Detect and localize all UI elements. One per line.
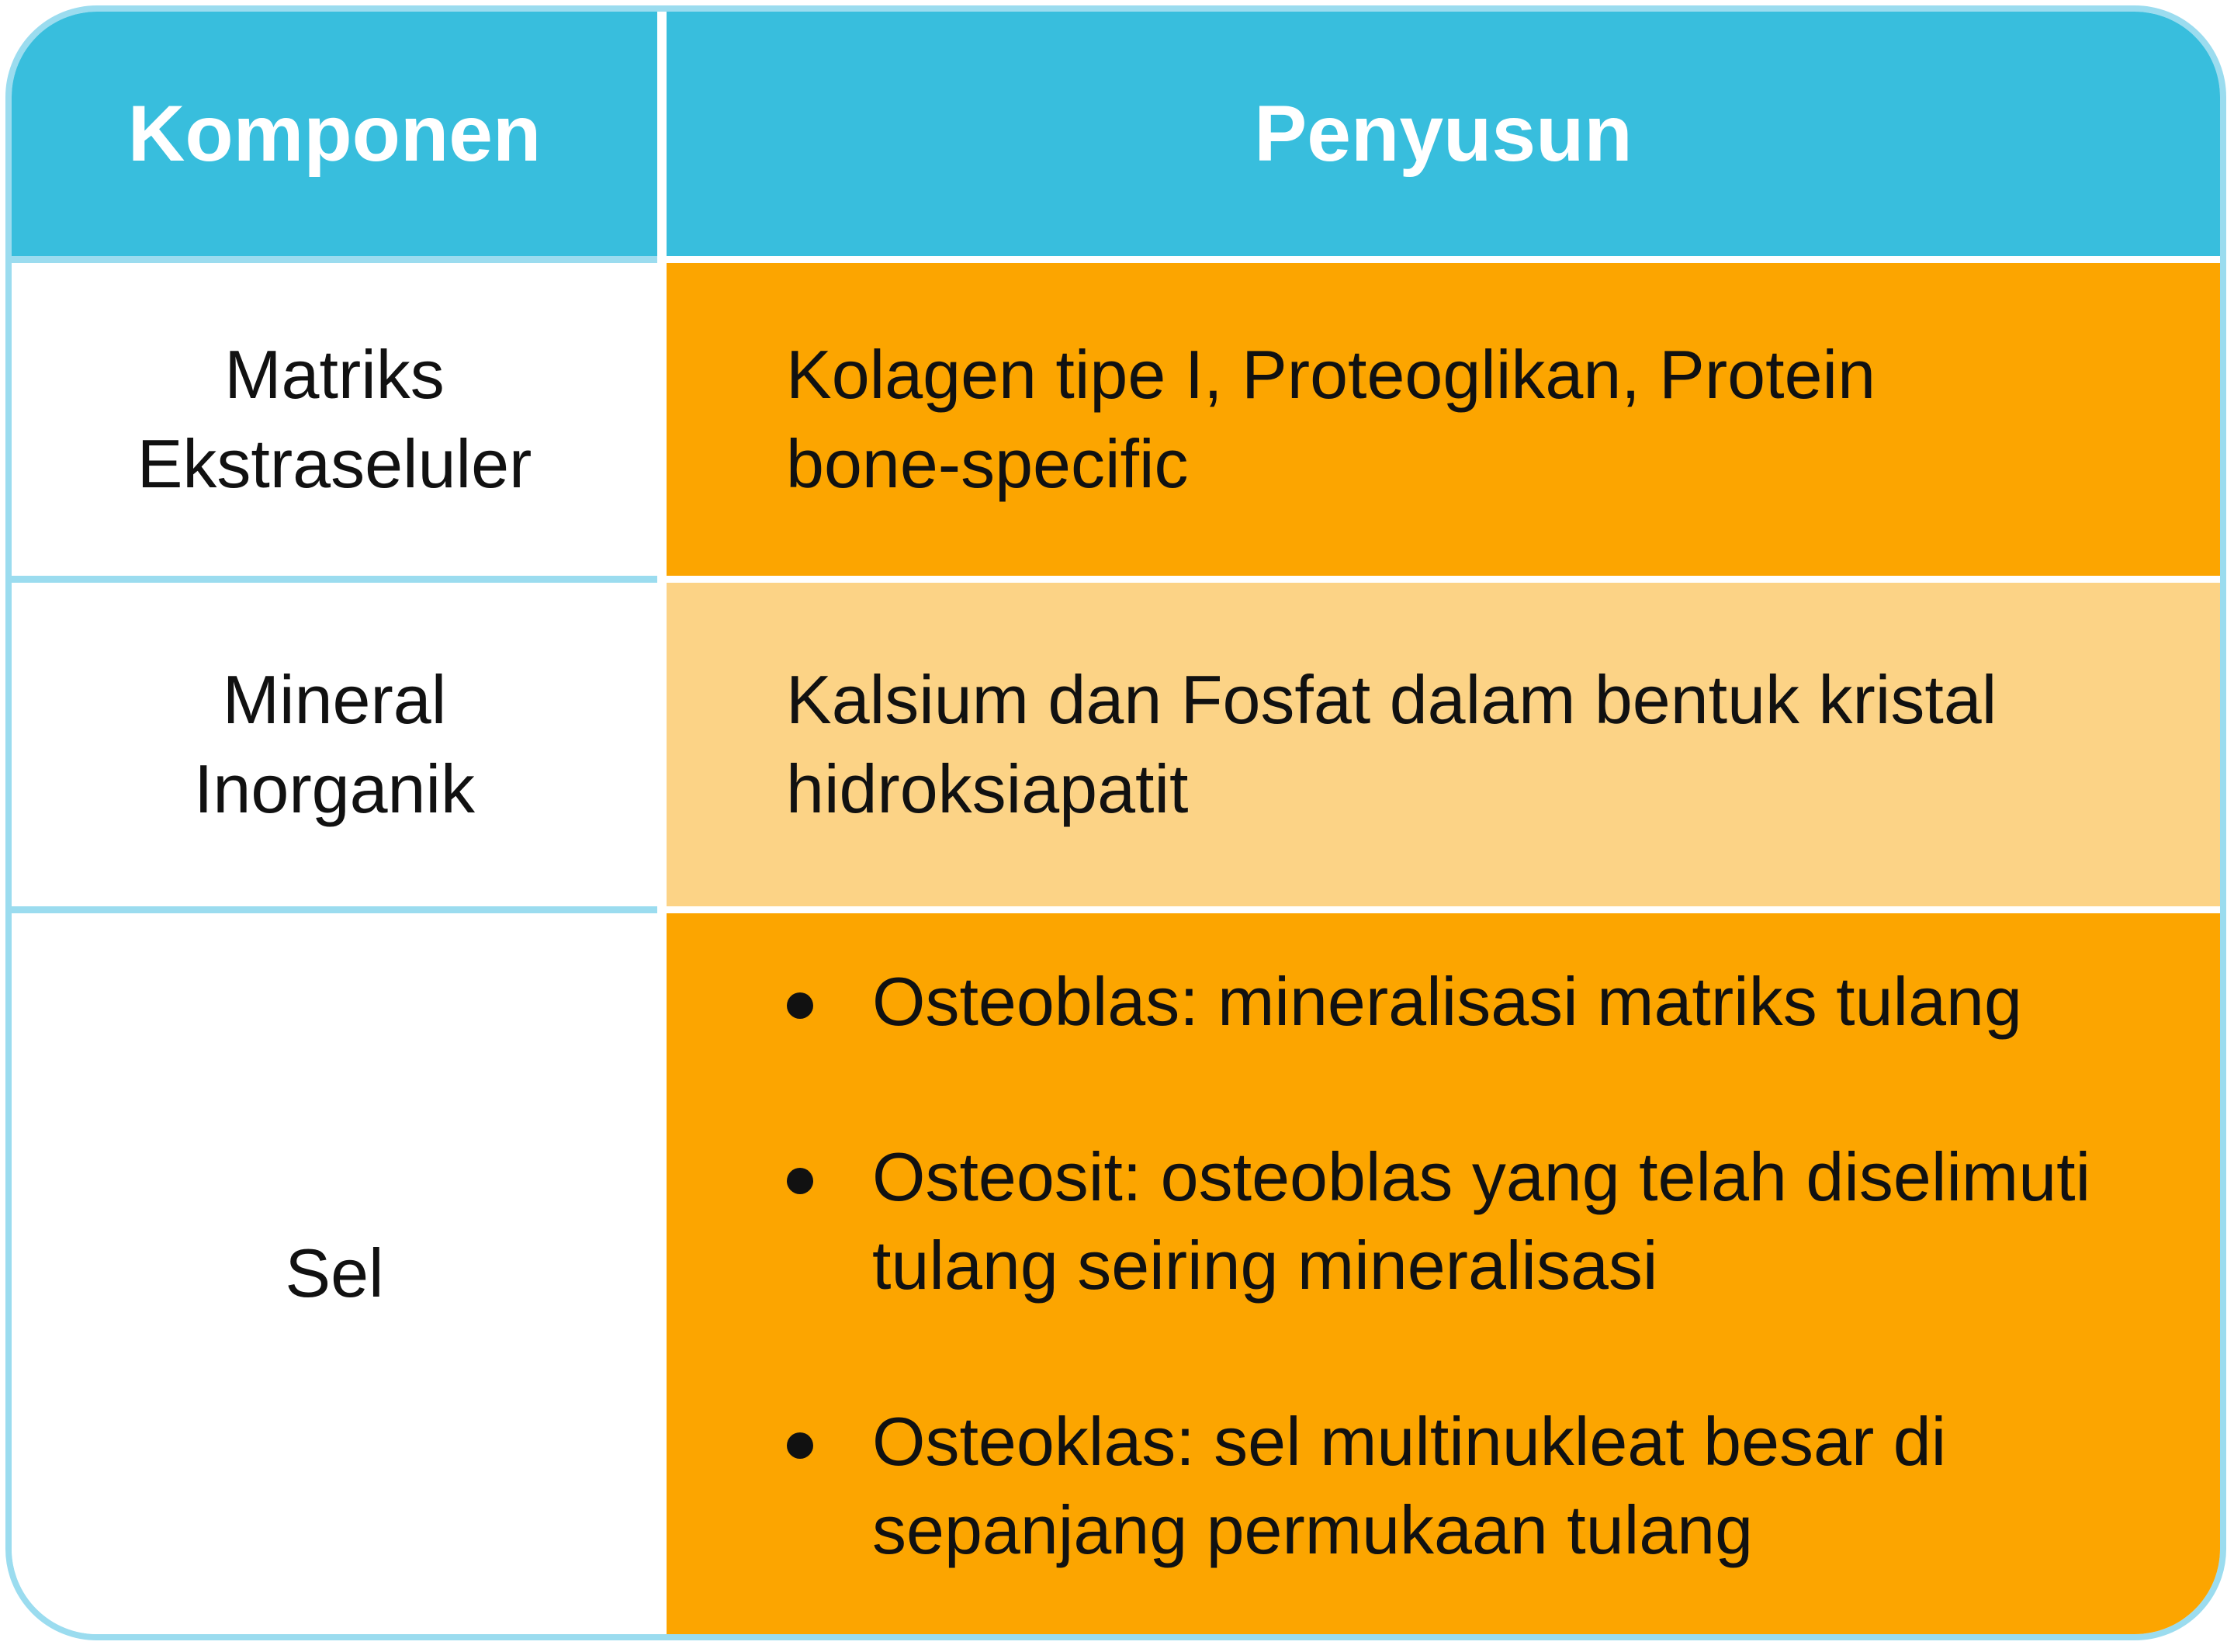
bullet-icon bbox=[787, 1168, 813, 1194]
list-item bbox=[787, 958, 2142, 1046]
bullet-icon bbox=[787, 992, 813, 1019]
row-divider bbox=[12, 256, 657, 263]
row-mineral-composition-text: Kalsium dan Fosfat dalam bentuk kristal hidroksiapatit bbox=[786, 661, 1997, 827]
row-divider bbox=[12, 906, 657, 913]
row-mineral-composition bbox=[667, 583, 2220, 906]
row-matriks-component-line2: Ekstraseluler bbox=[137, 424, 532, 502]
row-sel-component bbox=[12, 913, 657, 1634]
header-komponen-label: Komponen bbox=[127, 89, 542, 178]
row-matriks-component-line1: Matriks bbox=[224, 336, 445, 414]
header-penyusun-label: Penyusun bbox=[1254, 89, 1633, 178]
row-sel-component-text: Sel bbox=[285, 1235, 384, 1312]
header-komponen bbox=[12, 12, 657, 256]
row-matriks-composition-text: Kolagen tipe I, Proteoglikan, Protein bone-specific bbox=[786, 336, 1876, 502]
list-item-text: Osteosit: osteoblas yang telah diselimuti tulang seiring mineralisasi bbox=[872, 1138, 2091, 1304]
row-divider bbox=[667, 256, 2220, 263]
row-mineral-component-line1: Mineral bbox=[222, 661, 447, 739]
row-mineral-component bbox=[12, 583, 657, 906]
row-matriks-component bbox=[12, 263, 657, 576]
row-divider bbox=[667, 576, 2220, 583]
list-item bbox=[787, 1397, 2142, 1575]
row-divider bbox=[667, 906, 2220, 913]
components-table bbox=[5, 5, 2226, 1640]
header-penyusun bbox=[667, 12, 2220, 256]
column-divider bbox=[657, 12, 667, 1634]
list-item bbox=[787, 1133, 2114, 1311]
row-matriks-composition bbox=[667, 263, 2220, 576]
row-mineral-component-line2: Inorganik bbox=[193, 750, 475, 827]
list-item-text: Osteoklas: sel multinukleat besar di sepanjang permukaan tulang bbox=[872, 1402, 1947, 1569]
row-divider bbox=[12, 576, 657, 583]
row-sel-composition bbox=[667, 913, 2220, 1634]
list-item-text: Osteoblas: mineralisasi matriks tulang bbox=[872, 962, 2022, 1040]
bullet-icon bbox=[787, 1432, 813, 1459]
sel-cell-list bbox=[787, 958, 2142, 1575]
